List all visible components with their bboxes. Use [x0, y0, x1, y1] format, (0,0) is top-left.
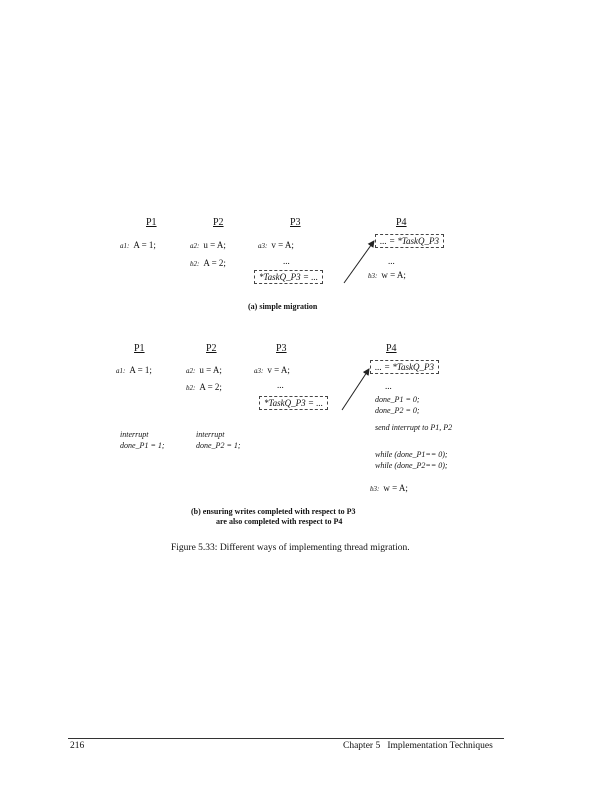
p2-statement-a2: a2: u = A; — [186, 365, 222, 375]
panel-b-caption-line2: are also completed with respect to P4 — [216, 517, 343, 526]
p3-enqueue-box: *TaskQ_P3 = ... — [254, 270, 323, 284]
p2-statement-b2: b2: A = 2; — [190, 258, 226, 268]
processor-header-p1: P1 — [146, 217, 157, 228]
p3-statement-a3: a3: v = A; — [254, 365, 290, 375]
footer-rule — [68, 738, 504, 739]
chapter-title: Chapter 5 Implementation Techniques — [343, 741, 493, 751]
p4-dequeue-box: ... = *TaskQ_P3 — [375, 234, 444, 248]
panel-b-caption-line1: (b) ensuring writes completed with respect to P3 — [191, 507, 356, 516]
p2-statement-a2: a2: u = A; — [190, 240, 226, 250]
processor-header-p2: P2 — [213, 217, 224, 228]
p4-reset-done-p2: done_P2 = 0; — [375, 406, 420, 415]
p2-done-flag: done_P2 = 1; — [196, 441, 241, 450]
processor-header-p3: P3 — [290, 217, 301, 228]
p3-statement-a3: a3: v = A; — [258, 240, 294, 250]
p4-ellipsis: ... — [385, 381, 392, 391]
p4-wait-done-p2: while (done_P2== 0); — [375, 461, 448, 470]
p4-reset-done-p1: done_P1 = 0; — [375, 395, 420, 404]
p1-statement-a1: a1: A = 1; — [120, 240, 156, 250]
processor-header-p4: P4 — [396, 217, 407, 228]
processor-header-p1: P1 — [134, 343, 145, 354]
page-number: 216 — [70, 741, 85, 751]
p1-statement-a1: a1: A = 1; — [116, 365, 152, 375]
p2-statement-b2: b2: A = 2; — [186, 382, 222, 392]
p4-statement-b3: b3: w = A; — [368, 270, 406, 280]
p4-wait-done-p1: while (done_P1== 0); — [375, 450, 448, 459]
processor-header-p4: P4 — [386, 343, 397, 354]
p1-done-flag: done_P1 = 1; — [120, 441, 165, 450]
p3-ellipsis: ... — [277, 380, 284, 390]
p4-dequeue-box: ... = *TaskQ_P3 — [370, 360, 439, 374]
figure-caption: Figure 5.33: Different ways of implementing thread migration. — [171, 543, 410, 553]
p4-statement-b3: b3: w = A; — [370, 483, 408, 493]
processor-header-p3: P3 — [276, 343, 287, 354]
p3-ellipsis: ... — [283, 256, 290, 266]
processor-header-p2: P2 — [206, 343, 217, 354]
p4-ellipsis: ... — [388, 256, 395, 266]
arrow-b — [342, 369, 369, 410]
arrow-a — [344, 241, 374, 283]
p3-enqueue-box: *TaskQ_P3 = ... — [259, 396, 328, 410]
panel-a-caption: (a) simple migration — [248, 302, 318, 311]
p1-interrupt-label: interrupt — [120, 430, 149, 439]
p2-interrupt-label: interrupt — [196, 430, 225, 439]
p4-send-interrupt: send interrupt to P1, P2 — [375, 423, 453, 432]
